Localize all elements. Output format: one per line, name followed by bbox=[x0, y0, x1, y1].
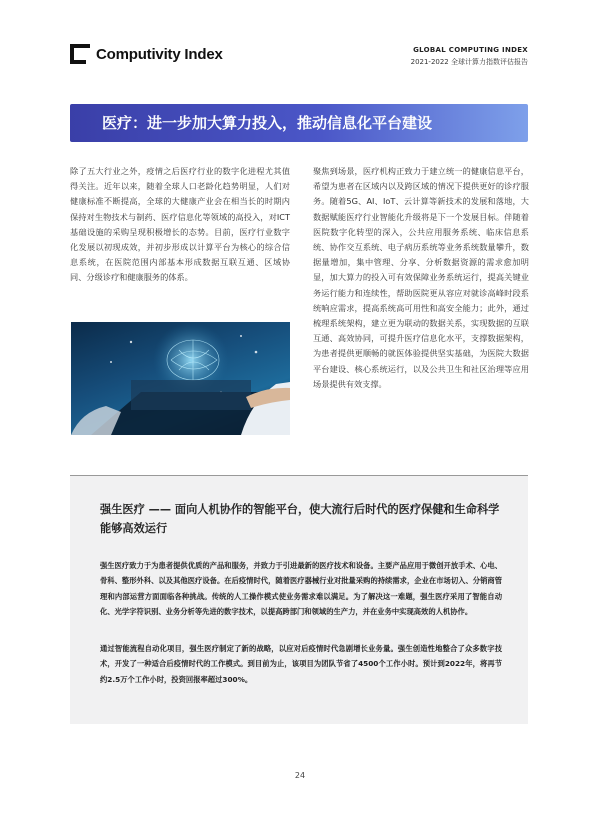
case-study-paragraph-2: 通过智能流程自动化项目，强生医疗制定了新的战略，以应对后疫情时代急剧增长业务量。强生创造性地整合了众多数字技术，开发了一种适合后疫情时代的工作模式。到目前为止，该项目为团队节省了4500个工作小时。预计到2022年，将再节约2.5万个工作小时，投资回报率超过300%。 bbox=[100, 644, 502, 684]
section-banner bbox=[70, 104, 528, 142]
case-study-box bbox=[70, 476, 528, 724]
medical-tech-photo bbox=[71, 322, 290, 435]
left-column-text: 除了五大行业之外，疫情之后医疗行业的数字化进程尤其值得关注。近年以来，随着全球人口老龄化趋势明显，人们对健康标准不断提高，全球的大健康产业会在相当长的时期内保持对生物技术与制药、医疗信息化等领域的高投入，对ICT基础设施的采购呈现积极增长的态势。目前，医疗行业数字化发展以初现成效，并初步形成以计算平台为核心的综合信息系统，在医院范围内部基本形成数据互联互通、区域协同、分级诊疗和健康服务的体系。 bbox=[70, 166, 290, 283]
section-title: 医疗：进一步加大算力投入，推动信息化平台建设 bbox=[102, 114, 433, 132]
right-column-text: 聚焦到场景，医疗机构正致力于建立统一的健康信息平台，希望为患者在区域内以及跨区域的情况下提供更好的诊疗服务。随着5G、AI、IoT、云计算等新技术的发展和落地，大数据赋能医疗行业智能化升级将是下一个发展目标。伴随着医院数字化转型的深入，公共应用服务系统、临床信息系统、协作交互系统、电子病历系统等业务系统数量攀升，数据量增加，集中管理、分享、分析数据资源的需求愈加明显，加大算力的投入可有效保障业务系统运行，提高关键业务运行能力和连续性，帮助医院更从容应对就诊高峰时段系统响应需求，提高系统高可用性和高安全能力；此外，通过梳理系统架构，建立更为联动的数据关系，实现数据的互联互通、高效协同，可提升医疗信息化水平，支撑数据架构，为患者提供更顺畅的就医体验提供坚实基础，为医院大数据平台建设、核心系统运行，以及公共卫生和社区治理等应用场景提供有效支撑。 bbox=[313, 166, 529, 389]
report-title bbox=[411, 46, 528, 67]
case-study-title: 强生医疗 —— 面向人机协作的智能平台，使大流行后时代的医疗保健和生命科学能够高效运行 bbox=[100, 503, 500, 535]
brand-logo bbox=[70, 42, 223, 66]
case-study-paragraph-1: 强生医疗致力于为患者提供优质的产品和服务，并致力于引进最新的医疗技术和设备。主要产品应用于微创开放手术、心电、骨科、整形外科、以及其他医疗设备。在后疫情时代，随着医疗器械行业对批量采购的持续需求，企业在市场切入、分销商管理和内部运营方面面临各种挑战。传统的人工操作模式使业务需求难以满足。为了解决这一难题，强生医疗采用了智能自动化、光学字符识别、业务分析等先进的数字技术，以提高跨部门和领域的生产力，并在业务中实现高效的人机协作。 bbox=[100, 561, 502, 616]
report-title-en: GLOBAL COMPUTING INDEX bbox=[413, 46, 528, 54]
report-title-cn: 2021-2022 全球计算力指数评估报告 bbox=[410, 58, 528, 66]
logo-mark-icon bbox=[70, 42, 92, 66]
brand-name: Computivity Index bbox=[96, 45, 223, 63]
page-header bbox=[0, 0, 600, 80]
page-number: 24 bbox=[294, 771, 306, 780]
